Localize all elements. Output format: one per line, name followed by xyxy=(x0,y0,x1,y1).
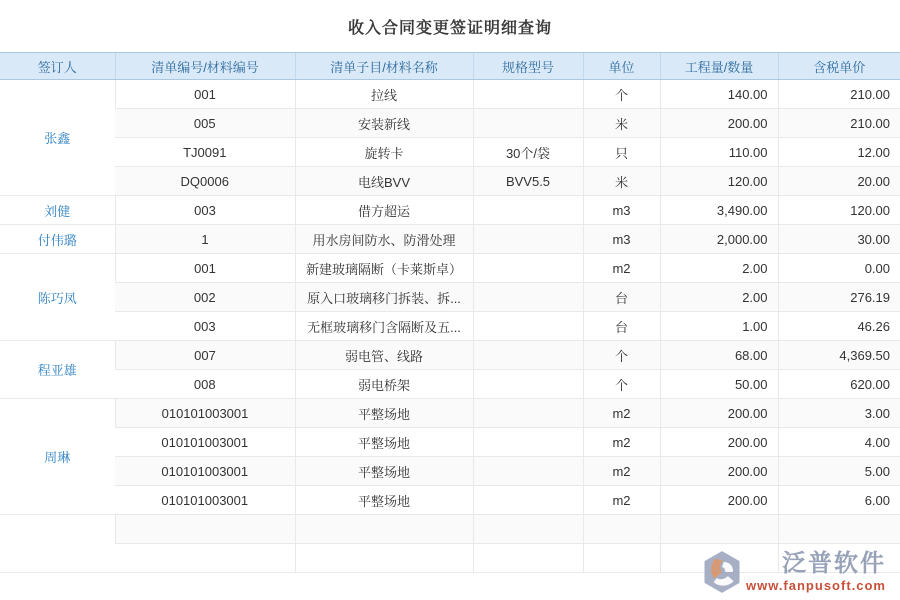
qty-cell: 2,000.00 xyxy=(660,225,778,254)
table-row[interactable] xyxy=(0,428,900,457)
name-cell: 拉线 xyxy=(295,80,473,109)
spec-cell xyxy=(473,515,583,544)
unit-cell: m2 xyxy=(583,254,660,283)
table-row[interactable] xyxy=(0,515,900,544)
name-cell: 电线BVV xyxy=(295,167,473,196)
vendor-brand-name: 泛普软件 xyxy=(782,550,886,577)
spec-cell xyxy=(473,283,583,312)
unit-cell: 台 xyxy=(583,283,660,312)
spec-cell xyxy=(473,312,583,341)
price-cell: 20.00 xyxy=(778,167,900,196)
qty-cell: 2.00 xyxy=(660,283,778,312)
unit-cell: 台 xyxy=(583,312,660,341)
table-row[interactable] xyxy=(0,109,900,138)
table-row[interactable] xyxy=(0,399,900,428)
price-cell: 210.00 xyxy=(778,109,900,138)
column-header-6: 含税单价 xyxy=(778,53,900,80)
table-row[interactable] xyxy=(0,254,900,283)
code-cell xyxy=(115,515,295,544)
change-visa-detail-table xyxy=(0,52,900,573)
name-cell: 弱电管、线路 xyxy=(295,341,473,370)
price-cell: 3.00 xyxy=(778,399,900,428)
unit-cell xyxy=(583,544,660,573)
table-row[interactable] xyxy=(0,283,900,312)
column-header-0: 签订人 xyxy=(0,53,115,80)
unit-cell: 个 xyxy=(583,80,660,109)
unit-cell: m2 xyxy=(583,457,660,486)
name-cell: 弱电桥架 xyxy=(295,370,473,399)
column-header-2: 清单子目/材料名称 xyxy=(295,53,473,80)
code-cell: 010101003001 xyxy=(115,486,295,515)
spec-cell xyxy=(473,399,583,428)
spec-cell: BVV5.5 xyxy=(473,167,583,196)
unit-cell: 个 xyxy=(583,341,660,370)
spec-cell xyxy=(473,428,583,457)
name-cell: 平整场地 xyxy=(295,428,473,457)
code-cell: 003 xyxy=(115,196,295,225)
table-row[interactable] xyxy=(0,225,900,254)
code-cell: 007 xyxy=(115,341,295,370)
name-cell: 旋转卡 xyxy=(295,138,473,167)
table-row[interactable] xyxy=(0,312,900,341)
price-cell xyxy=(778,515,900,544)
signer-cell: 刘健 xyxy=(0,196,115,225)
unit-cell: m2 xyxy=(583,399,660,428)
price-cell: 5.00 xyxy=(778,457,900,486)
price-cell: 6.00 xyxy=(778,486,900,515)
spec-cell xyxy=(473,341,583,370)
spec-cell xyxy=(473,370,583,399)
signer-cell: 付伟璐 xyxy=(0,225,115,254)
code-cell xyxy=(115,544,295,573)
name-cell: 平整场地 xyxy=(295,457,473,486)
spec-cell xyxy=(473,486,583,515)
price-cell: 4,369.50 xyxy=(778,341,900,370)
code-cell: 1 xyxy=(115,225,295,254)
qty-cell: 200.00 xyxy=(660,109,778,138)
code-cell: 010101003001 xyxy=(115,428,295,457)
price-cell: 30.00 xyxy=(778,225,900,254)
qty-cell: 1.00 xyxy=(660,312,778,341)
qty-cell: 140.00 xyxy=(660,80,778,109)
page-title: 收入合同变更签证明细查询 xyxy=(347,19,552,37)
unit-cell: 个 xyxy=(583,370,660,399)
qty-cell: 200.00 xyxy=(660,486,778,515)
qty-cell: 68.00 xyxy=(660,341,778,370)
column-header-3: 规格型号 xyxy=(473,53,583,80)
unit-cell: m3 xyxy=(583,196,660,225)
name-cell: 无框玻璃移门含隔断及五... xyxy=(295,312,473,341)
table-row[interactable] xyxy=(0,486,900,515)
name-cell: 用水房间防水、防滑处理 xyxy=(295,225,473,254)
unit-cell: 米 xyxy=(583,167,660,196)
unit-cell: 米 xyxy=(583,109,660,138)
price-cell: 620.00 xyxy=(778,370,900,399)
unit-cell: m2 xyxy=(583,486,660,515)
spec-cell xyxy=(473,457,583,486)
code-cell: 008 xyxy=(115,370,295,399)
signer-cell: 陈巧凤 xyxy=(0,254,115,341)
table-row[interactable] xyxy=(0,80,900,109)
qty-cell: 200.00 xyxy=(660,457,778,486)
code-cell: 001 xyxy=(115,254,295,283)
table-row[interactable] xyxy=(0,457,900,486)
qty-cell: 50.00 xyxy=(660,370,778,399)
price-cell: 120.00 xyxy=(778,196,900,225)
spec-cell xyxy=(473,254,583,283)
spec-cell xyxy=(473,109,583,138)
price-cell: 46.26 xyxy=(778,312,900,341)
column-header-4: 单位 xyxy=(583,53,660,80)
code-cell: 001 xyxy=(115,80,295,109)
qty-cell: 200.00 xyxy=(660,428,778,457)
qty-cell: 110.00 xyxy=(660,138,778,167)
signer-cell: 张鑫 xyxy=(0,80,115,196)
price-cell: 4.00 xyxy=(778,428,900,457)
name-cell: 原入口玻璃移门拆装、拆... xyxy=(295,283,473,312)
column-header-5: 工程量/数量 xyxy=(660,53,778,80)
spec-cell xyxy=(473,196,583,225)
table-row[interactable] xyxy=(0,167,900,196)
signer-cell xyxy=(0,515,115,573)
qty-cell: 200.00 xyxy=(660,399,778,428)
qty-cell: 120.00 xyxy=(660,167,778,196)
signer-cell: 程亚雄 xyxy=(0,341,115,399)
price-cell: 12.00 xyxy=(778,138,900,167)
price-cell: 276.19 xyxy=(778,283,900,312)
name-cell: 借方超运 xyxy=(295,196,473,225)
code-cell: 010101003001 xyxy=(115,399,295,428)
qty-cell: 2.00 xyxy=(660,254,778,283)
code-cell: 005 xyxy=(115,109,295,138)
qty-cell xyxy=(660,515,778,544)
table-row[interactable] xyxy=(0,370,900,399)
code-cell: TJ0091 xyxy=(115,138,295,167)
spec-cell: 30个/袋 xyxy=(473,138,583,167)
vendor-logo xyxy=(702,550,886,594)
vendor-website: www.fanpusoft.com xyxy=(745,578,886,593)
name-cell xyxy=(295,515,473,544)
unit-cell xyxy=(583,515,660,544)
signer-cell: 周琳 xyxy=(0,399,115,515)
unit-cell: 只 xyxy=(583,138,660,167)
name-cell: 平整场地 xyxy=(295,399,473,428)
qty-cell: 3,490.00 xyxy=(660,196,778,225)
table-header xyxy=(0,53,900,80)
table-row[interactable] xyxy=(0,341,900,370)
fanpu-logo-icon xyxy=(702,550,742,594)
column-header-1: 清单编号/材料编号 xyxy=(115,53,295,80)
table-row[interactable] xyxy=(0,138,900,167)
code-cell: 010101003001 xyxy=(115,457,295,486)
name-cell: 安装新线 xyxy=(295,109,473,138)
unit-cell: m3 xyxy=(583,225,660,254)
price-cell: 210.00 xyxy=(778,80,900,109)
name-cell: 平整场地 xyxy=(295,486,473,515)
spec-cell xyxy=(473,544,583,573)
code-cell: 002 xyxy=(115,283,295,312)
code-cell: 003 xyxy=(115,312,295,341)
name-cell: 新建玻璃隔断（卡莱斯卓） xyxy=(295,254,473,283)
unit-cell: m2 xyxy=(583,428,660,457)
spec-cell xyxy=(473,225,583,254)
spec-cell xyxy=(473,80,583,109)
table-row[interactable] xyxy=(0,196,900,225)
code-cell: DQ0006 xyxy=(115,167,295,196)
price-cell: 0.00 xyxy=(778,254,900,283)
name-cell xyxy=(295,544,473,573)
